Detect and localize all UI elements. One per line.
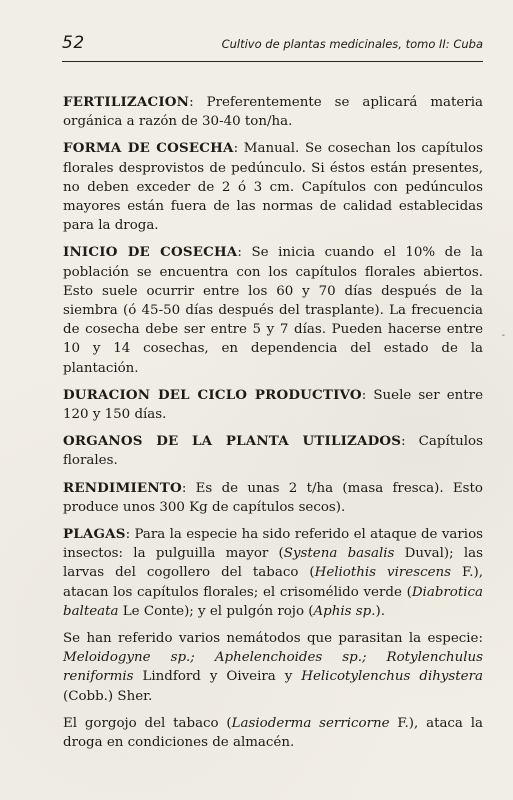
margin-mark: - bbox=[501, 330, 505, 341]
rendimiento-paragraph bbox=[63, 479, 483, 517]
section-text: : Se inicia cuando el 10% de la población se encuentra con los capítulos florales abiertos. Esto suele ocurrir entre los 60 y 70 días después de la siembra (ó 45-50 días después del trasplante). La frecuencia de cosecha debe ser entre 5 y 7 días. Pueden hacerse entre 10 y 14 cosechas, en dependencia del estado de la plantación. bbox=[63, 245, 483, 376]
plagas-text-2: Duval); las larvas del cogollero del tabaco ( bbox=[63, 546, 484, 581]
plagas-text-4: Le Conte); y el pulgón rojo ( bbox=[118, 603, 314, 619]
scientific-name: Systena basalis bbox=[283, 546, 395, 562]
section-text: : Preferentemente se aplicará materia orgánica a razón de 30-40 ton/ha. bbox=[63, 95, 483, 130]
gorgojo-text-2: F.), ataca la droga en condiciones de almacén. bbox=[63, 715, 483, 751]
section-label: FERTILIZACION bbox=[63, 94, 190, 110]
page-header bbox=[62, 33, 483, 62]
running-title: Cultivo de plantas medicinales, tomo II: Cuba bbox=[221, 37, 483, 51]
organos-utilizados-paragraph bbox=[63, 432, 483, 470]
section-text: : Suele ser entre 120 y 150 días. bbox=[63, 387, 483, 423]
gorgojo-paragraph bbox=[63, 714, 483, 752]
section-label: FORMA DE COSECHA bbox=[63, 140, 234, 157]
fertilizacion-paragraph bbox=[63, 93, 483, 131]
plagas-text-3: F.), atacan los capítulos florales; el crisomélido verde ( bbox=[63, 565, 483, 600]
inicio-de-cosecha-paragraph bbox=[63, 243, 483, 377]
page-body bbox=[63, 93, 483, 760]
forma-de-cosecha-paragraph bbox=[63, 139, 483, 235]
nematodos-text-2: Lindford y Oiveira y bbox=[133, 669, 302, 685]
section-label: DURACION DEL CICLO PRODUCTIVO bbox=[63, 386, 362, 403]
section-label: RENDIMIENTO bbox=[63, 479, 182, 496]
section-text: : Es de unas 2 t/ha (masa fresca). Esto produce unos 300 Kg de capítulos secos). bbox=[63, 480, 483, 515]
scientific-name: Aphis sp. bbox=[313, 603, 376, 619]
section-text: : Manual. Se cosechan los capítulos florales desprovistos de pedúnculo. Si éstos están presentes, no deben exceder de 2 ó 3 cm. Capítulos con pedúnculos mayores están fuera de las normas de calidad establecidas para la droga. bbox=[63, 141, 483, 234]
plagas-text-5: ). bbox=[375, 603, 385, 619]
duracion-ciclo-paragraph bbox=[63, 386, 483, 424]
scientific-name: Meloidogyne sp.; Aphelenchoides sp.; Rotylenchulus reniformis bbox=[63, 650, 483, 685]
section-text: : Capítulos florales. bbox=[63, 434, 483, 469]
plagas-paragraph bbox=[63, 525, 483, 621]
nematodos-text-3: (Cobb.) Sher. bbox=[63, 688, 153, 704]
scientific-name: Helicotylenchus dihystera bbox=[301, 669, 483, 685]
scientific-name: Heliothis virescens bbox=[314, 565, 452, 581]
scientific-name: Lasioderma serricorne bbox=[231, 715, 390, 731]
nematodos-paragraph bbox=[63, 629, 483, 706]
section-label: INICIO DE COSECHA bbox=[63, 244, 238, 261]
gorgojo-text-1: El gorgojo del tabaco ( bbox=[63, 715, 232, 731]
page-number: 52 bbox=[62, 33, 85, 53]
nematodos-text-1: Se han referido varios nemátodos que parasitan la especie: bbox=[63, 631, 483, 647]
section-label: ORGANOS DE LA PLANTA UTILIZADOS bbox=[63, 433, 402, 450]
section-label: PLAGAS bbox=[63, 526, 126, 543]
scientific-name: Diabrotica balteata bbox=[63, 584, 483, 619]
plagas-text-1: : Para la especie ha sido referido el ataque de varios insectos: la pulguilla mayor ( bbox=[63, 527, 483, 562]
